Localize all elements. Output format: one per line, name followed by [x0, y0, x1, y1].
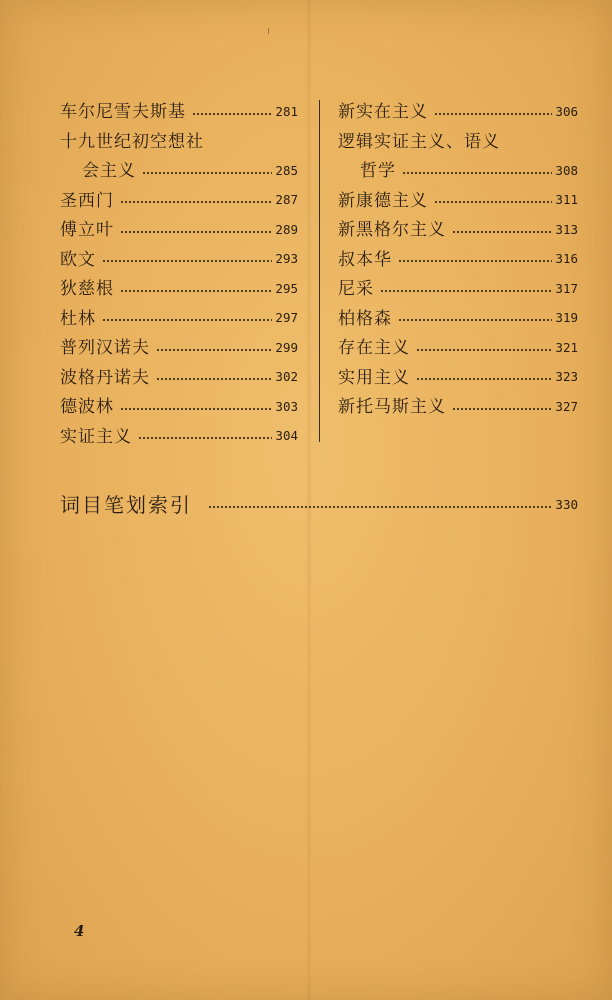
toc-entry[interactable] [60, 302, 298, 332]
toc-entry[interactable] [338, 95, 578, 125]
toc-entry-title: 新黑格尔主义 [338, 220, 446, 241]
dot-leader [192, 112, 272, 116]
toc-entry[interactable] [60, 243, 298, 273]
toc-entry-page: 304 [275, 428, 298, 444]
dot-leader [452, 230, 552, 234]
toc-entry-title: 车尔尼雪夫斯基 [60, 102, 186, 123]
toc-entry-title: 新康德主义 [338, 190, 428, 211]
toc-entry-page: 289 [275, 221, 298, 237]
toc-entry[interactable] [60, 213, 298, 243]
dot-leader [416, 348, 552, 352]
toc-entry-page: 287 [275, 192, 298, 208]
toc-entry-page: 297 [275, 310, 298, 326]
toc-entry-page: 317 [555, 280, 578, 296]
toc-entry[interactable] [338, 361, 578, 391]
toc-entry[interactable] [60, 154, 298, 184]
dot-leader [434, 200, 552, 204]
toc-entry-page: 295 [275, 280, 298, 296]
toc-entry[interactable] [338, 302, 578, 332]
toc-entry-page: 306 [555, 103, 578, 119]
dot-leader [434, 112, 552, 116]
dot-leader [102, 259, 272, 263]
toc-entry-title: 柏格森 [338, 308, 392, 329]
toc-entry [338, 125, 578, 155]
toc-entry-title: 叔本华 [338, 249, 392, 270]
dot-leader [120, 289, 272, 293]
toc-entry-page: 321 [555, 339, 578, 355]
dot-leader [102, 318, 272, 322]
toc-entry-title: 新实在主义 [338, 102, 428, 123]
toc-entry-title: 逻辑实证主义、语义 [338, 131, 500, 152]
dot-leader [452, 407, 552, 411]
toc-column-right [338, 95, 578, 420]
dot-leader [120, 407, 272, 411]
print-mark [268, 28, 269, 34]
dot-leader [120, 230, 272, 234]
column-divider [319, 100, 320, 442]
dot-leader [156, 377, 272, 381]
toc-entry-page: 281 [275, 103, 298, 119]
toc-entry-title: 狄慈根 [60, 279, 114, 300]
dot-leader [156, 348, 272, 352]
dot-leader [138, 436, 272, 440]
toc-entry-title: 十九世纪初空想社 [60, 131, 204, 152]
toc-entry-title: 圣西门 [60, 190, 114, 211]
toc-entry-page: 319 [555, 310, 578, 326]
toc-entry-title: 尼采 [338, 279, 374, 300]
dot-leader [402, 171, 552, 175]
toc-entry-page: 299 [275, 339, 298, 355]
toc-entry-page: 302 [275, 369, 298, 385]
toc-entry[interactable] [338, 184, 578, 214]
toc-entry-page: 330 [555, 497, 578, 512]
toc-entry[interactable] [338, 390, 578, 420]
toc-entry-title: 德波林 [60, 397, 114, 418]
dot-leader [142, 171, 272, 175]
toc-entry-title: 杜林 [60, 308, 96, 329]
toc-entry-page: 316 [555, 251, 578, 267]
toc-entry-page: 313 [555, 221, 578, 237]
toc-entry-title: 会主义 [82, 161, 136, 182]
toc-entry-page: 311 [555, 192, 578, 208]
toc-entry-page: 303 [275, 398, 298, 414]
toc-entry-title: 傅立叶 [60, 220, 114, 241]
toc-entry[interactable] [60, 361, 298, 391]
toc-entry[interactable] [60, 390, 298, 420]
toc-entry-title: 波格丹诺夫 [60, 367, 150, 388]
dot-leader [398, 259, 552, 263]
toc-entry-title: 哲学 [360, 161, 396, 182]
toc-entry[interactable] [60, 331, 298, 361]
toc-column-left [60, 95, 298, 449]
page-number: 4 [74, 922, 85, 940]
dot-leader [120, 200, 272, 204]
toc-entry[interactable] [338, 331, 578, 361]
toc-entry-title: 实用主义 [338, 367, 410, 388]
toc-entry-page: 327 [555, 398, 578, 414]
toc-entry [60, 125, 298, 155]
toc-entry-title: 实证主义 [60, 426, 132, 447]
toc-entry[interactable] [60, 184, 298, 214]
toc-entry[interactable] [338, 272, 578, 302]
toc-entry[interactable] [338, 154, 578, 184]
toc-entry[interactable] [60, 95, 298, 125]
toc-entry-title: 欧文 [60, 249, 96, 270]
toc-entry[interactable] [60, 420, 298, 450]
toc-entry-page: 293 [275, 251, 298, 267]
toc-entry[interactable] [60, 272, 298, 302]
dot-leader [208, 505, 552, 509]
toc-entry-title: 存在主义 [338, 338, 410, 359]
dot-leader [416, 377, 552, 381]
toc-entry-page: 308 [555, 162, 578, 178]
toc-entry-title: 词目笔划索引 [60, 492, 192, 517]
toc-entry-index[interactable] [60, 485, 578, 521]
toc-entry-page: 323 [555, 369, 578, 385]
dot-leader [398, 318, 552, 322]
toc-entry-title: 新托马斯主义 [338, 397, 446, 418]
dot-leader [380, 289, 552, 293]
toc-entry[interactable] [338, 243, 578, 273]
toc-entry-page: 285 [275, 162, 298, 178]
toc-entry-title: 普列汉诺夫 [60, 338, 150, 359]
toc-entry[interactable] [338, 213, 578, 243]
